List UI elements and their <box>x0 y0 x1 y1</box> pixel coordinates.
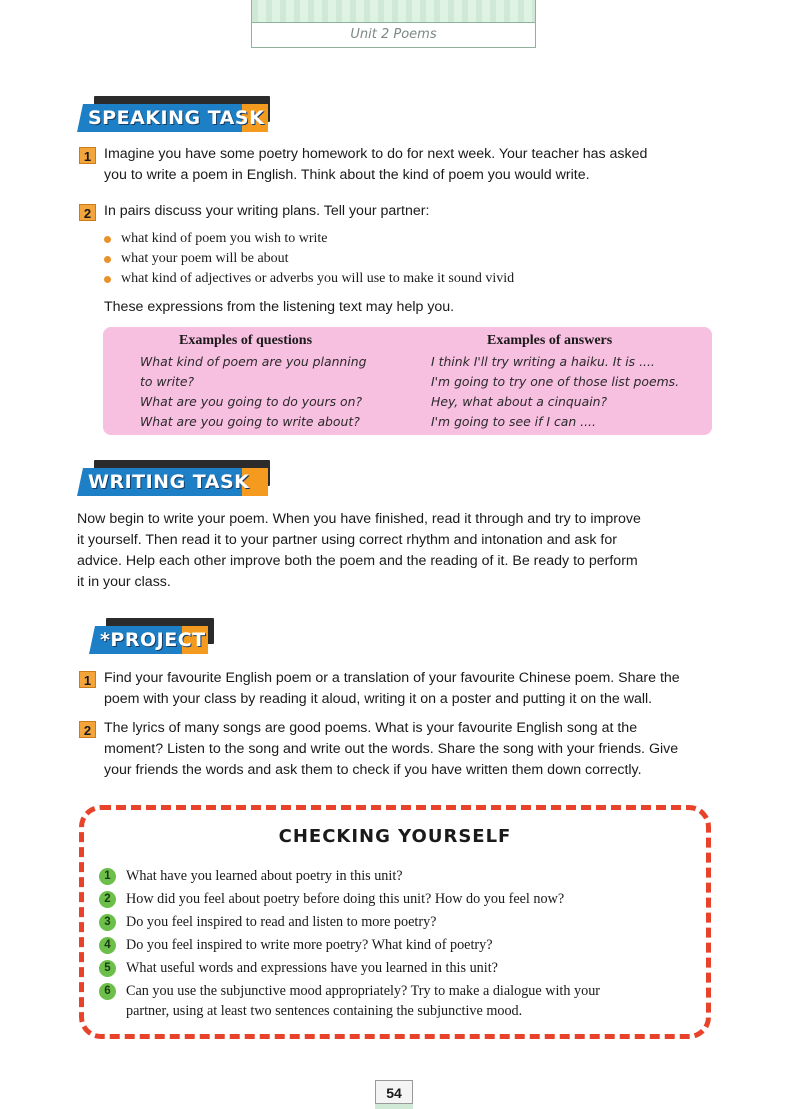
text-line: poem with your class by reading it aloud, writing it on a poster and putting it on the wall. <box>104 691 653 707</box>
example-answer: Hey, what about a cinquain? <box>431 394 608 409</box>
example-question: What kind of poem are you planning <box>140 354 367 369</box>
unit-header-tab <box>251 0 536 48</box>
speaking-task-banner <box>80 96 270 132</box>
list-item: what kind of poem you wish to write <box>101 229 701 249</box>
text-line: Imagine you have some poetry homework to do for next week. Your teacher has asked <box>104 146 648 162</box>
question-text <box>126 981 696 1021</box>
questions-heading: Examples of questions <box>179 333 313 348</box>
question-text: How did you feel about poetry before doing this unit? How do you feel now? <box>126 891 565 907</box>
question-text: Do you feel inspired to write more poetry? What kind of poetry? <box>126 937 493 953</box>
example-answer: I think I'll try writing a haiku. It is .... <box>431 354 655 369</box>
project-item-2-text <box>104 718 734 781</box>
unit-title: Unit 2 Poems <box>350 27 437 42</box>
question-text: What have you learned about poetry in this unit? <box>126 868 403 884</box>
checking-yourself-title: CHECKING YOURSELF <box>278 826 512 847</box>
question-number: 6 <box>99 983 116 1000</box>
writing-task-text <box>77 509 727 593</box>
examples-box <box>103 327 712 435</box>
text-line: it in your class. <box>77 574 171 590</box>
example-question: What are you going to write about? <box>140 414 360 429</box>
text-line: moment? Listen to the song and write out the words. Share the song with your friends. Give <box>104 741 679 757</box>
bullet-list <box>101 229 701 289</box>
text-line: you to write a poem in English. Think about the kind of poem you would write. <box>104 167 590 183</box>
example-question: What are you going to do yours on? <box>140 394 363 409</box>
writing-task-banner <box>80 460 270 496</box>
example-answer: I'm going to try one of those list poems. <box>431 374 680 389</box>
text-line: The lyrics of many songs are good poems. What is your favourite English song at the <box>104 720 638 736</box>
help-text: These expressions from the listening text may help you. <box>104 299 455 315</box>
text-line: it yourself. Then read it to your partner using correct rhythm and intonation and ask for <box>77 532 617 548</box>
project-title: *PROJECT <box>100 629 206 651</box>
question-number: 4 <box>99 937 116 954</box>
question-text: Do you feel inspired to read and listen to more poetry? <box>126 914 437 930</box>
example-answer: I'm going to see if I can .... <box>431 414 596 429</box>
text-line: advice. Help each other improve both the poem and the reading of it. Be ready to perform <box>77 553 638 569</box>
item-number: 1 <box>79 671 96 688</box>
item-number: 2 <box>79 721 96 738</box>
question-text: What useful words and expressions have you learned in this unit? <box>126 960 498 976</box>
text-line: partner, using at least two sentences containing the subjunctive mood. <box>126 1003 523 1019</box>
item-number: 2 <box>79 204 96 221</box>
answers-heading: Examples of answers <box>487 333 613 348</box>
question-number: 3 <box>99 914 116 931</box>
text-line: your friends the words and ask them to check if you have written them down correctly. <box>104 762 642 778</box>
project-banner <box>92 618 212 654</box>
text-line: Find your favourite English poem or a translation of your favourite Chinese poem. Share the <box>104 670 680 686</box>
page-number-strip <box>375 1104 413 1109</box>
text-line: Can you use the subjunctive mood appropriately? Try to make a dialogue with your <box>126 983 601 999</box>
header-band <box>252 0 535 23</box>
list-item: what your poem will be about <box>101 249 701 269</box>
speaking-task-title: SPEAKING TASK <box>88 107 265 129</box>
list-item: what kind of adjectives or adverbs you will use to make it sound vivid <box>101 269 701 289</box>
example-question: to write? <box>140 374 195 389</box>
speaking-item-1-text <box>104 144 724 186</box>
item-number: 1 <box>79 147 96 164</box>
writing-task-title: WRITING TASK <box>88 471 250 493</box>
speaking-item-2-text: In pairs discuss your writing plans. Tell your partner: <box>104 203 430 219</box>
page-number: 54 <box>375 1080 413 1104</box>
question-number: 2 <box>99 891 116 908</box>
text-line: Now begin to write your poem. When you have finished, read it through and try to improve <box>77 511 641 527</box>
question-number: 1 <box>99 868 116 885</box>
project-item-1-text <box>104 668 734 710</box>
question-number: 5 <box>99 960 116 977</box>
